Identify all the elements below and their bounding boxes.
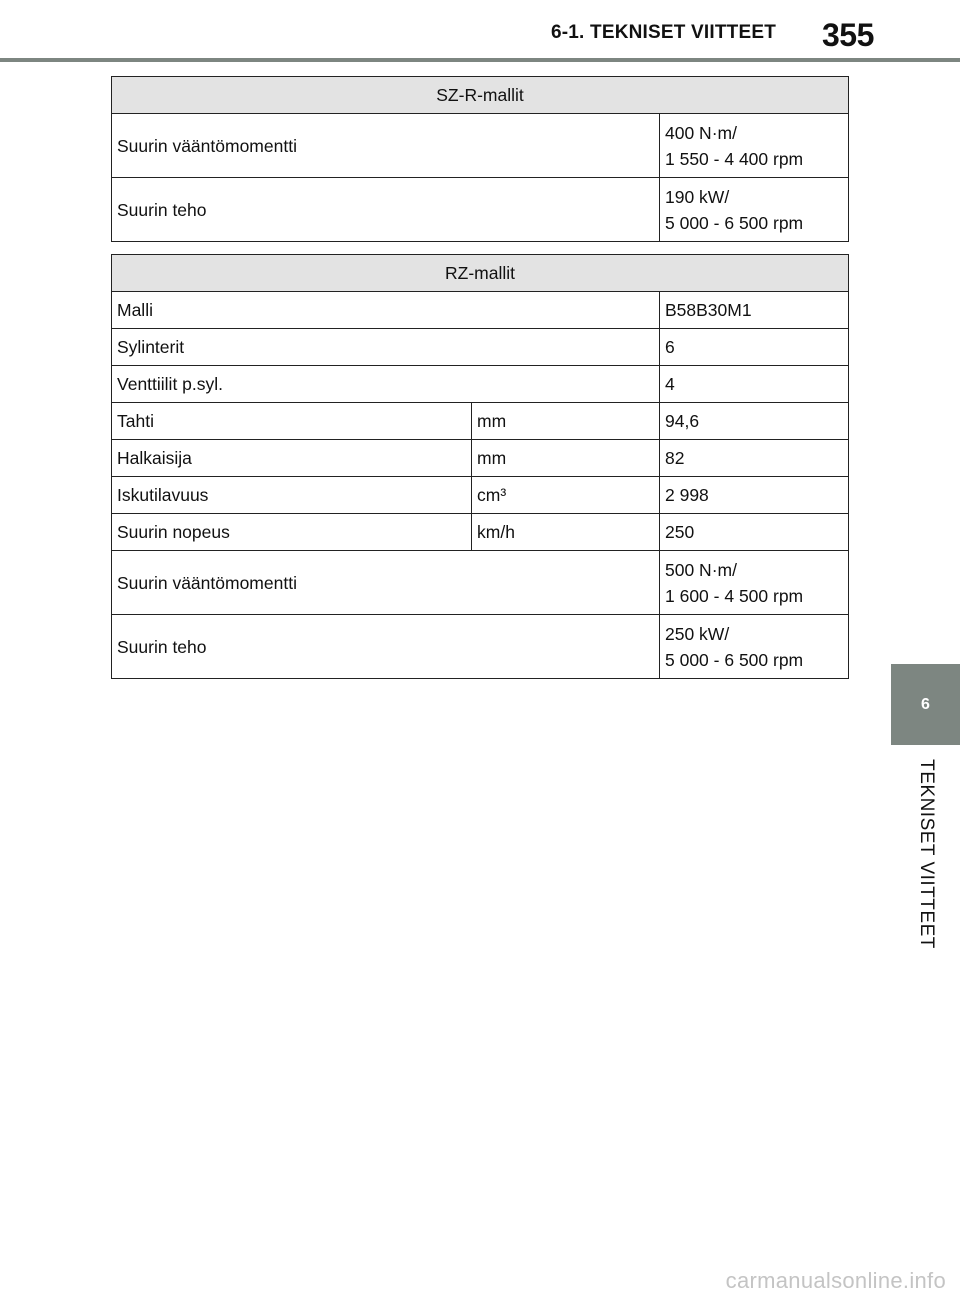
row-label: Suurin vääntömomentti [112, 551, 660, 615]
table-title: SZ-R-mallit [112, 77, 849, 114]
value-line: 190 kW/ [665, 186, 730, 207]
table-header-row [112, 255, 849, 292]
row-value: 250 [660, 514, 849, 551]
row-value [660, 178, 849, 242]
value-line: 5 000 - 6 500 rpm [665, 649, 804, 670]
chapter-label: TEKNISET VIITTEET [916, 759, 937, 949]
row-value: 6 [660, 329, 849, 366]
row-unit: mm [472, 440, 660, 477]
chapter-number: 6 [921, 695, 930, 713]
row-value: 94,6 [660, 403, 849, 440]
table-row [112, 329, 849, 366]
row-value [660, 551, 849, 615]
row-label: Venttiilit p.syl. [112, 366, 660, 403]
row-value [660, 615, 849, 679]
section-title: 6-1. TEKNISET VIITTEET [551, 22, 777, 43]
table-row [112, 114, 849, 178]
row-label: Suurin nopeus [112, 514, 472, 551]
page-number: 355 [822, 17, 874, 53]
row-label: Suurin vääntömomentti [112, 114, 660, 178]
table-row [112, 551, 849, 615]
row-label: Malli [112, 292, 660, 329]
table-row [112, 292, 849, 329]
rz-spec-table [111, 254, 849, 679]
row-value [660, 114, 849, 178]
value-line: 500 N·m/ [665, 559, 737, 580]
footer-watermark: carmanualsonline.info [725, 1268, 946, 1293]
row-label: Suurin teho [112, 615, 660, 679]
row-label: Iskutilavuus [112, 477, 472, 514]
row-label: Tahti [112, 403, 472, 440]
table-title: RZ-mallit [112, 255, 849, 292]
value-line: 250 kW/ [665, 623, 730, 644]
table-row [112, 514, 849, 551]
row-unit: km/h [472, 514, 660, 551]
row-value: B58B30M1 [660, 292, 849, 329]
value-line: 1 600 - 4 500 rpm [665, 585, 804, 606]
table-row [112, 366, 849, 403]
row-label: Halkaisija [112, 440, 472, 477]
row-value: 4 [660, 366, 849, 403]
row-label: Sylinterit [112, 329, 660, 366]
sz-r-spec-table [111, 76, 849, 242]
row-unit: cm³ [472, 477, 660, 514]
header-divider [0, 58, 960, 62]
table-row [112, 440, 849, 477]
value-line: 400 N·m/ [665, 122, 737, 143]
row-unit: mm [472, 403, 660, 440]
row-value: 2 998 [660, 477, 849, 514]
table-row [112, 403, 849, 440]
table-row [112, 615, 849, 679]
value-line: 5 000 - 6 500 rpm [665, 212, 804, 233]
row-label: Suurin teho [112, 178, 660, 242]
chapter-tab[interactable] [891, 664, 960, 745]
table-header-row [112, 77, 849, 114]
value-line: 1 550 - 4 400 rpm [665, 148, 804, 169]
table-row [112, 178, 849, 242]
table-row [112, 477, 849, 514]
row-value: 82 [660, 440, 849, 477]
